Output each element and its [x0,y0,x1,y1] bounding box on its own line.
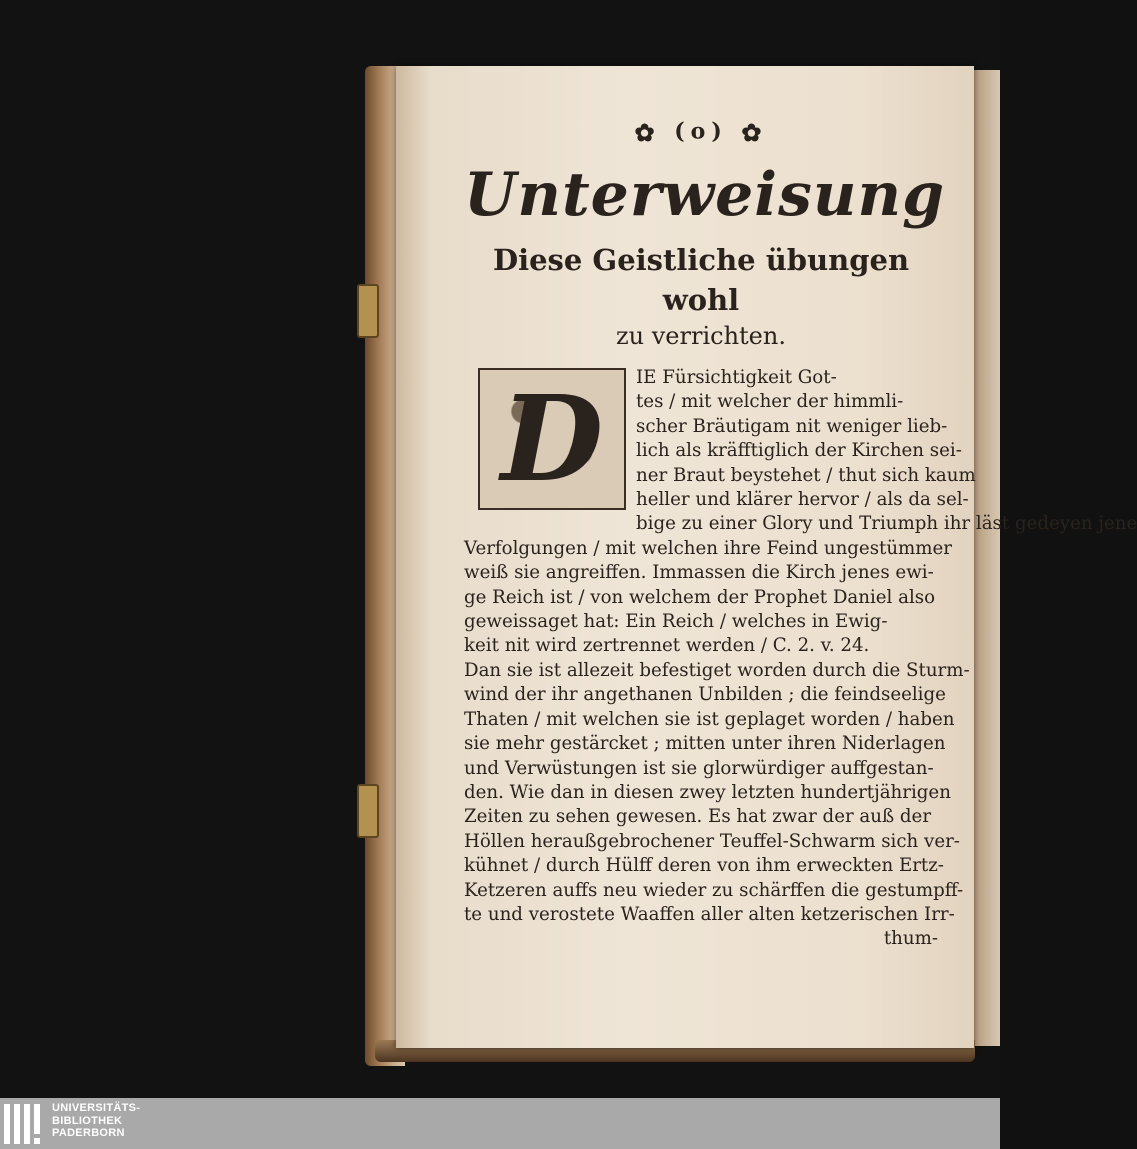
text-line: Zeiten zu sehen gewesen. Es hat zwar der auß der [464,806,932,828]
text-line: den. Wie dan in diesen zwey letzten hundertjährigen [464,781,951,803]
header-text: (o) [674,118,728,145]
text-line: kühnet / durch Hülff deren von ihm erweckten Ertz- [464,855,944,877]
text-line: wind der ihr angethanen Unbilden ; die feindseelige [464,684,946,706]
text-line: heller und klärer hervor / als da sel- [636,489,969,511]
flower-ornament-icon: ✿ [741,118,768,147]
text-line: weiß sie angreiffen. Immassen die Kirch jenes ewi- [464,562,934,584]
text-line: geweissaget hat: Ein Reich / welches in Ewig- [464,611,888,633]
text-line: und Verwüstungen ist sie glorwürdiger auffgestan- [464,757,934,779]
page-content [464,118,1137,951]
page-title: Unterweisung [464,160,946,230]
text-line: ge Reich ist / von welchem der Prophet Daniel also [464,586,936,608]
text-line: lich als kräfftiglich der Kirchen sei- [636,440,962,462]
library-name: UNIVERSITÄTS- BIBLIOTHEK PADERBORN [52,1102,141,1139]
text-line: keit nit wird zertrennet werden / C. 2. v. 24. [464,635,870,657]
library-logo-icon [4,1104,44,1144]
subtitle-line-1: Diese Geistliche übungen wohl [492,243,910,317]
decorated-initial: D [478,368,626,510]
body-text [464,366,1137,927]
text-line: Dan sie ist allezeit befestiget worden durch die Sturm- [464,659,970,681]
text-line: Verfolgungen / mit welchen ihre Feind ungestümmer [464,537,953,559]
clasp-top [357,284,379,338]
next-page-edge [974,70,1000,1046]
text-line: tes / mit welcher der himmli- [636,391,904,413]
subtitle-line-2: zu verrichten. [616,322,786,350]
text-line: Ketzeren auffs neu wieder zu schärffen die gestumpff- [464,879,964,901]
text-line: IE Fürsichtigkeit Got- [636,367,837,388]
text-line: Thaten / mit welchen sie ist geplaget worden / haben [464,708,955,730]
flower-ornament-icon: ✿ [634,118,661,147]
clasp-bottom [357,784,379,838]
text-line: scher Bräutigam nit weniger lieb- [636,415,948,437]
library-footer-bar [0,1098,1000,1149]
text-line: ner Braut beystehet / thut sich kaum [636,464,976,486]
text-line: sie mehr gestärcket ; mitten unter ihren Niderlagen [464,733,946,755]
text-line: Höllen heraußgebrochener Teuffel-Schwarm sich ver- [464,830,960,852]
page-header [464,118,938,152]
catchword: thum- [883,928,938,950]
text-line: te und verostete Waaffen aller alten ketzerischen Irr- [464,903,955,925]
text-line: bige zu einer Glory und Triumph ihr läst gedeyen jene [636,513,1137,535]
